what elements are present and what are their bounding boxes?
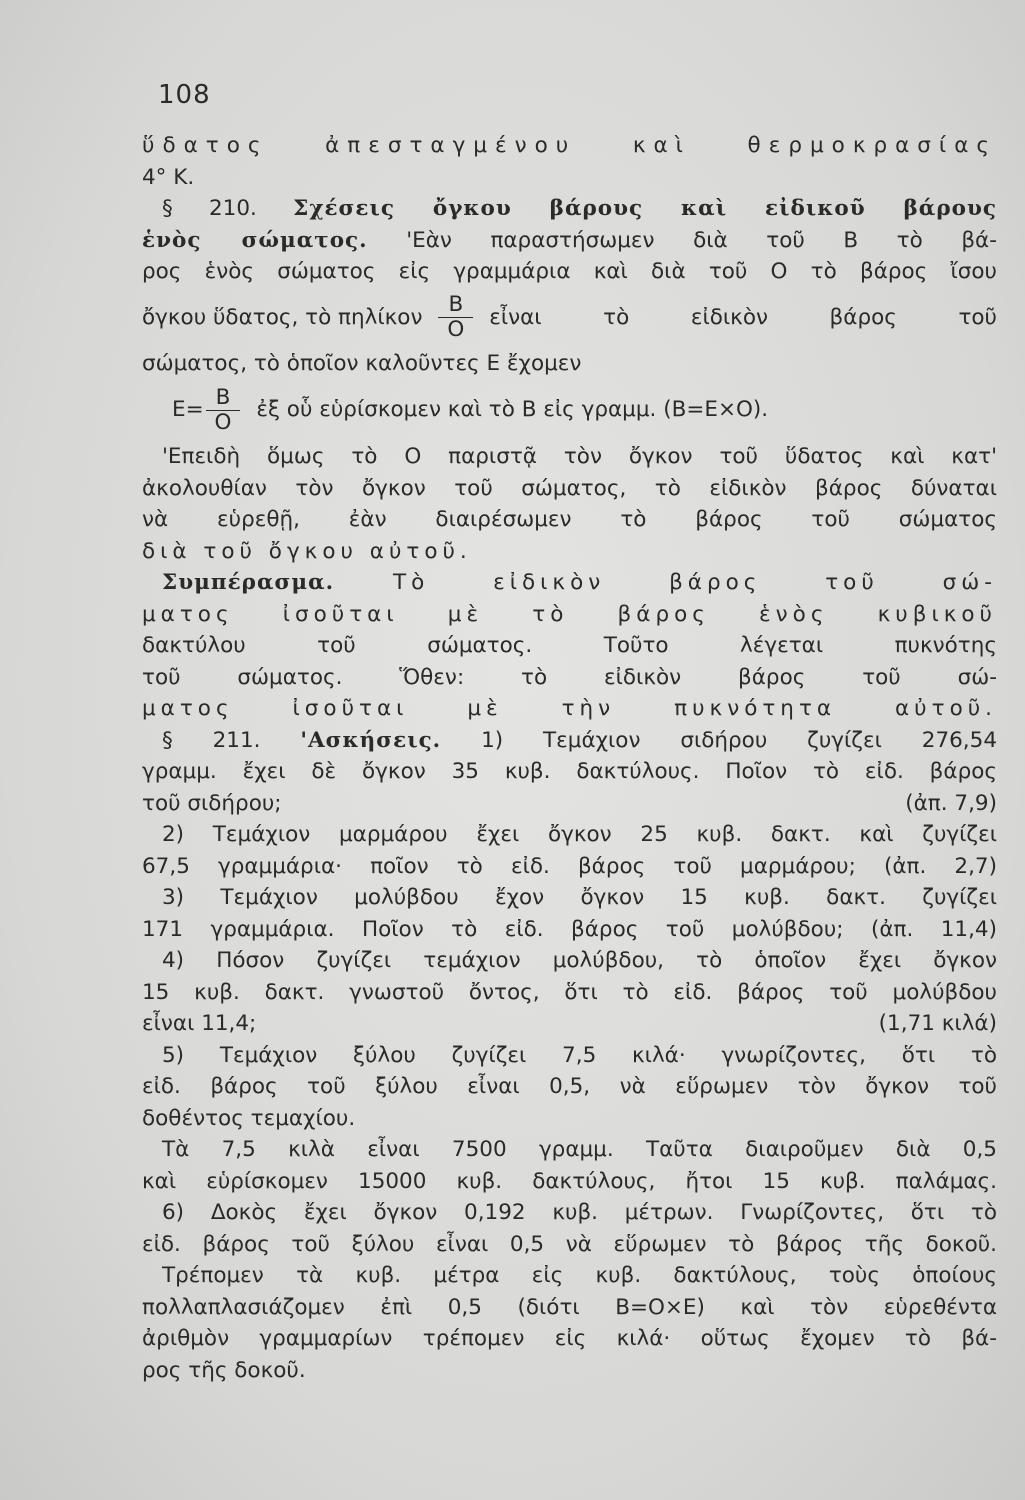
section-title-cont: ἑνὸς σώματος. (142, 227, 368, 253)
fraction-line (142, 288, 997, 348)
text-line: 'Επειδὴ ὅμως τὸ Ο παριστᾷ τὸν ὄγκον τοῦ ὕδατος καὶ κατ' (162, 444, 997, 469)
formula-text: ἐξ οὗ εὑρίσκομεν καὶ τὸ Β εἰς γραμμ. (Β=Ε×Ο). (256, 397, 769, 423)
formula-fraction (206, 386, 241, 435)
text-line: καὶ εὑρίσκομεν 15000 κυβ. δακτύλους, ἤτοι 15 κυβ. παλάμας. (142, 1168, 997, 1194)
text-line: ρος τῆς δοκοῦ. (142, 1357, 306, 1383)
text-line (142, 225, 997, 257)
text-line: 171 γραμμάρια. Ποῖον τὸ εἰδ. βάρος τοῦ μολύβδου; (ἀπ. 11,4) (142, 916, 997, 942)
text-line: ἀκολουθίαν τὸν ὄγκον τοῦ σώματος, τὸ εἰδικὸν βάρος δύναται (142, 475, 997, 501)
text-line: διὰ τοῦ ὄγκου αὐτοῦ. (142, 538, 472, 564)
text-line: δοθέντος τεμαχίου. (142, 1105, 356, 1131)
section-title: 'Ασκήσεις. (300, 727, 442, 753)
text-line: Τὰ 7,5 κιλὰ εἶναι 7500 γραμμ. Ταῦτα διαιροῦμεν διὰ 0,5 (162, 1137, 997, 1162)
answer: (1,71 κιλά) (878, 1011, 997, 1036)
section-number: § 210. (162, 196, 257, 221)
text-line: 4° K. (142, 164, 195, 190)
text-line: 2) Τεμάχιον μαρμάρου ἔχει ὄγκον 25 κυβ. δακτ. καὶ ζυγίζει (162, 822, 997, 847)
formula-line (142, 379, 997, 441)
fraction-numerator: B (215, 384, 231, 410)
text-line: σώματος, τὸ ὁποῖον καλοῦντες Ε ἔχομεν (142, 350, 582, 376)
section-title: Σχέσεις ὄγκου βάρους καὶ εἰδικοῦ βάρους (293, 196, 997, 221)
text-span: 1) Τεμάχιον σιδήρου ζυγίζει 276,54 (481, 727, 997, 753)
answer: (ἀπ. 7,9) (905, 790, 997, 816)
section-211-heading-line (142, 725, 997, 757)
text-line: ματος ἰσοῦται μὲ τὴν πυκνότητα αὐτοῦ. (142, 696, 997, 721)
text-line: 4) Πόσον ζυγίζει τεμάχιον μολύβδου, τὸ ὁποῖον ἔχει ὄγκον (162, 948, 997, 973)
text-line: ὕδατος ἀπεσταγμένου καὶ θερμοκρασίας (142, 133, 997, 158)
page-body (142, 130, 997, 1386)
text-line: ματος ἰσοῦται μὲ τὸ βάρος ἑνὸς κυβικοῦ (142, 601, 997, 627)
text-span: εἶναι τὸ εἰδικὸν βάρος τοῦ (489, 304, 997, 330)
section-210-heading-line (142, 193, 997, 225)
text-line: νὰ εὑρεθῇ, ἐὰν διαιρέσωμεν τὸ βάρος τοῦ σώματος (142, 507, 997, 532)
formula-lhs: E= (172, 397, 204, 423)
fraction-numerator: B (448, 292, 464, 317)
fraction-denominator: O (447, 317, 465, 342)
text-line: Τρέπομεν τὰ κυβ. μέτρα εἰς κυβ. δακτύλους, τοὺς ὁποίους (162, 1263, 997, 1288)
conclusion-line (142, 567, 997, 599)
text-line: 5) Τεμάχιον ξύλου ζυγίζει 7,5 κιλά· γνωρίζοντες, ὅτι τὸ (162, 1042, 997, 1068)
text-line: ἀριθμὸν γραμμαρίων τρέπομεν εἰς κιλά· οὕτως ἔχομεν τὸ βά- (142, 1326, 997, 1351)
text-line (142, 788, 997, 820)
fraction-denominator: O (214, 409, 232, 435)
page-number: 108 (158, 80, 211, 110)
text-line (142, 1008, 997, 1040)
text-line: δακτύλου τοῦ σώματος. Τοῦτο λέγεται πυκνότης (142, 633, 997, 658)
text-span: ὄγκου ὕδατος, τὸ πηλίκον (142, 304, 423, 330)
text-line: τοῦ σώματος. Ὅθεν: τὸ εἰδικὸν βάρος τοῦ σώ- (142, 664, 997, 690)
text-line: εἰδ. βάρος τοῦ ξύλου εἶναι 0,5 νὰ εὕρωμεν τὸ βάρος τῆς δοκοῦ. (142, 1231, 997, 1257)
section-number: § 211. (162, 727, 261, 753)
text-line: εἰδ. βάρος τοῦ ξύλου εἶναι 0,5, νὰ εὕρωμεν τὸν ὄγκον τοῦ (142, 1074, 997, 1099)
conclusion-heading: Συμπέρασμα. (162, 570, 335, 595)
text-line: 6) Δοκὸς ἔχει ὄγκον 0,192 κυβ. μέτρων. Γνωρίζοντες, ὅτι τὸ (162, 1200, 997, 1225)
text-span: εἶναι 11,4; (142, 1011, 257, 1036)
fraction-b-over-o (438, 293, 473, 342)
text-line: 67,5 γραμμάρια· ποῖον τὸ εἰδ. βάρος τοῦ μαρμάρου; (ἀπ. 2,7) (142, 853, 997, 879)
text-span: Τὸ εἰδικὸν βάρος τοῦ σώ- (392, 570, 997, 595)
text-line: γραμμ. ἔχει δὲ ὄγκον 35 κυβ. δακτύλους. Ποῖον τὸ εἰδ. βάρος (142, 759, 997, 784)
text-line: πολλαπλασιάζομεν ἐπὶ 0,5 (διότι Β=Ο×Ε) καὶ τὸν εὑρεθέντα (142, 1294, 997, 1320)
text-line: 3) Τεμάχιον μολύβδου ἔχον ὄγκον 15 κυβ. δακτ. ζυγίζει (162, 885, 997, 910)
text-line: 15 κυβ. δακτ. γνωστοῦ ὄντος, ὅτι τὸ εἰδ. βάρος τοῦ μολύβδου (142, 979, 997, 1005)
text-span: τοῦ σιδήρου; (142, 790, 282, 816)
text-line: ρος ἑνὸς σώματος εἰς γραμμάρια καὶ διὰ τοῦ Ο τὸ βάρος ἴσου (142, 259, 997, 284)
text-span: 'Εὰν παραστήσωμεν διὰ τοῦ Β τὸ βά- (406, 227, 997, 253)
